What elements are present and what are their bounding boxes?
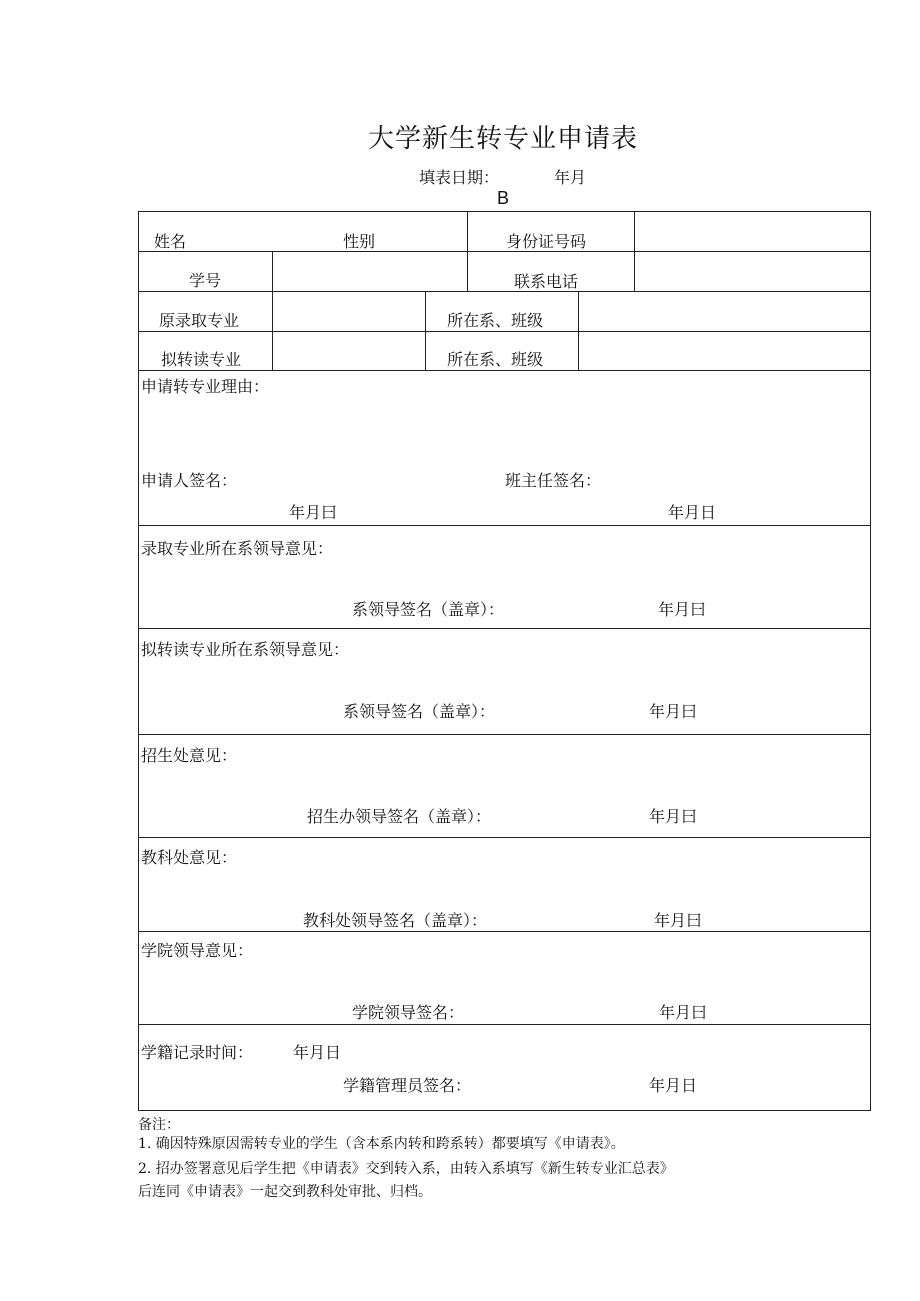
row-divider [139, 331, 870, 332]
row-divider [139, 291, 870, 292]
college-leader-opinion-heading: 学院领导意见： [141, 941, 254, 960]
target-dept-class-label: 所在系、班级 [447, 350, 544, 369]
row-divider [139, 734, 870, 735]
academic-office-date: 年月曰 [654, 911, 703, 930]
row-divider [139, 370, 870, 371]
head-teacher-date: 年月日 [668, 503, 717, 522]
target-dept-opinion-heading: 拟转读专业所在系领导意见： [141, 640, 350, 659]
stray-mark: B [497, 188, 510, 208]
applicant-signature-label: 申请人签名： [141, 471, 238, 490]
column-divider [425, 291, 426, 370]
id-number-label: 身份证号码 [506, 232, 587, 251]
original-dept-opinion-heading: 录取专业所在系领导意见： [141, 539, 334, 558]
row-divider [139, 837, 870, 838]
row-divider [139, 251, 870, 252]
registry-record-date: 年月日 [293, 1043, 342, 1062]
target-major-label: 拟转读专业 [161, 350, 242, 369]
note-item-2-line-1: 2. 招办签署意见后学生把《申请表》交到转入系，由转入系填写《新生转专业汇总表》 [138, 1161, 674, 1177]
note-item-2-line-2: 后连同《申请表》一起交到教科处审批、归档。 [138, 1184, 432, 1200]
original-dept-date: 年月曰 [658, 600, 707, 619]
admission-office-date: 年月曰 [649, 807, 698, 826]
college-leader-signature-label: 学院领导签名： [352, 1003, 465, 1022]
target-dept-signature-label: 系领导签名（盖章）： [343, 702, 496, 721]
admission-office-signature-label: 招生办领导签名（盖章）： [307, 807, 492, 826]
registrar-signature-label: 学籍管理员签名： [343, 1076, 472, 1095]
notes-heading: 备注： [138, 1117, 180, 1133]
original-dept-class-label: 所在系、班级 [447, 311, 544, 330]
note-item-1: 1. 确因特殊原因需转专业的学生（含本系内转和跨系转）都要填写《申请表》。 [138, 1136, 625, 1152]
academic-office-opinion-heading: 教科处意见： [141, 848, 238, 867]
column-divider [272, 251, 273, 370]
column-divider [578, 291, 579, 370]
registrar-date: 年月日 [649, 1076, 698, 1095]
target-dept-date: 年月曰 [649, 702, 698, 721]
row-divider [139, 1024, 870, 1025]
registry-record-time-label: 学籍记录时间： [141, 1043, 254, 1062]
original-major-label: 原录取专业 [159, 311, 240, 330]
phone-label: 联系电话 [514, 272, 579, 291]
academic-office-signature-label: 教科处领导签名（盖章）： [303, 911, 488, 930]
row-divider [139, 525, 870, 526]
row-divider [139, 628, 870, 629]
fill-date-value: 年月 [554, 168, 587, 187]
application-form-table [138, 211, 871, 1111]
head-teacher-signature-label: 班主任签名： [505, 471, 602, 490]
column-divider [634, 212, 635, 291]
gender-label: 性别 [343, 232, 376, 251]
page-title: 大学新生转专业申请表 [367, 124, 638, 154]
college-leader-date: 年月曰 [659, 1003, 708, 1022]
name-label: 姓名 [154, 232, 187, 251]
original-dept-signature-label: 系领导签名（盖章）： [352, 600, 505, 619]
fill-date-label: 填表日期： [419, 168, 500, 187]
student-number-label: 学号 [189, 271, 222, 290]
row-divider [139, 931, 870, 932]
reason-heading: 申请转专业理由： [141, 377, 270, 396]
applicant-date: 年月曰 [289, 503, 338, 522]
admission-office-opinion-heading: 招生处意见： [141, 746, 238, 765]
column-divider [467, 212, 468, 291]
